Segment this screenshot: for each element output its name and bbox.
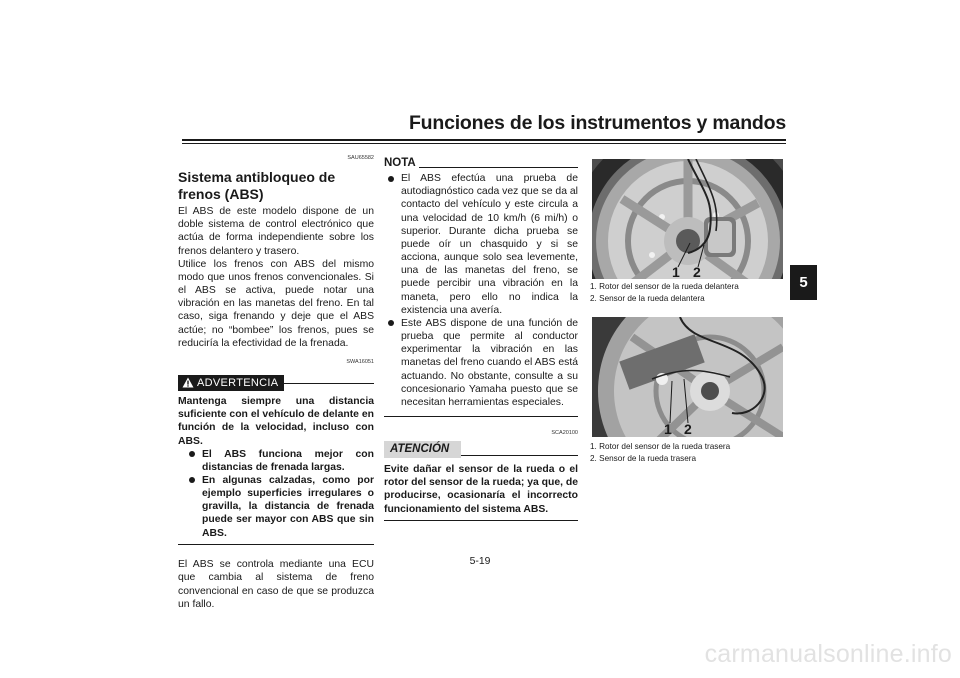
- atencion-end-rule: [384, 520, 578, 522]
- caption-item: 2. Sensor de la rueda trasera: [590, 453, 697, 463]
- figure-caption: [590, 281, 790, 304]
- section-title: Sistema antibloqueo de frenos (ABS): [178, 169, 336, 202]
- left-column: [178, 152, 374, 611]
- list-item: El ABS efectúa una prueba de autodiagnóstico cada vez que se da al contacto del vehículo y este circula a una velocidad de 10 km/h (6 mi/h) o superior. Durante dicha prueba se puede oír un chasquido y si se acciona, aunque solo sea levemente, una de las manetas del freno, se puede percibir una vibración en la maneta, pero ello no indica la existencia una avería.: [386, 172, 578, 317]
- warning-text: Mantenga siempre una distancia suficiente con el vehículo de delante en función de la velocidad, incluso con ABS.: [178, 396, 374, 447]
- chapter-title: Funciones de los instrumentos y mandos: [408, 112, 786, 134]
- callout-2: 2: [684, 421, 692, 437]
- warning-label: ADVERTENCIA: [197, 377, 279, 390]
- warning-bullet-list: [178, 448, 374, 540]
- middle-column: [384, 157, 578, 521]
- paragraph: Utilice los frenos con ABS del mismo modo que unos frenos convencionales. Si el ABS se activa, puede notar una vibración en las manetas del freno. En tal caso, siga frenando y deje que el ABS actúe; no “bombee” los frenos, pues se reduciría la efectividad de la frenada.: [178, 258, 374, 349]
- warning-rule: [284, 383, 374, 384]
- header-rule: [182, 139, 786, 141]
- paragraph: El ABS de este modelo dispone de un doble sistema de control electrónico que actúa de forma independiente sobre los frenos delantero y trasero.: [178, 206, 374, 257]
- nota-bullet-list: [384, 172, 578, 409]
- list-item: Este ABS dispone de una función de prueba que permite al conductor experimentar la vibración en las manetas del freno cuando el ABS está actuando. No obstante, consulte a su concesionario Yamaha puesto que se necesitan herramientas especiales.: [386, 317, 578, 409]
- caption-item: 1. Rotor del sensor de la rueda delantera: [590, 282, 739, 291]
- header-rule-thin: [182, 143, 786, 144]
- figure-caption: [590, 441, 790, 464]
- page-number: 5-19: [469, 556, 491, 567]
- nota-label: NOTA: [384, 157, 416, 169]
- warning-badge: [178, 375, 284, 391]
- nota-rule: [419, 167, 578, 168]
- atencion-badge: ATENCIÓN: [384, 441, 461, 458]
- callout-2: 2: [693, 264, 701, 279]
- chapter-tab: 5: [790, 265, 817, 300]
- nota-header: [384, 157, 578, 170]
- list-item: En algunas calzadas, como por ejemplo superficies irregulares o gravilla, la distancia de frenada puede ser mayor con ABS que sin ABS.: [187, 474, 374, 540]
- caption-item: 2. Sensor de la rueda delantera: [590, 293, 705, 303]
- front-wheel-photo: [592, 159, 783, 279]
- callout-1: 1: [672, 264, 680, 279]
- callout-1: 1: [664, 421, 672, 437]
- watermark: carmanualsonline.info: [704, 640, 952, 668]
- reference-code: SAU65582: [347, 155, 374, 161]
- atencion-text: Evite dañar el sensor de la rueda o el rotor del sensor de la rueda; ya que, de producirse, ocasionaría el incorrecto funcionamiento del sistema ABS.: [384, 464, 579, 515]
- atencion-header: [384, 441, 578, 458]
- paragraph: El ABS se controla mediante una ECU que cambia al sistema de freno convencional en caso de que se produzca un fallo.: [178, 559, 374, 610]
- atencion-rule: [461, 455, 578, 456]
- warning-triangle-icon: [182, 377, 194, 388]
- list-item: El ABS funciona mejor con distancias de frenada largas.: [187, 448, 374, 474]
- warning-end-rule: [178, 544, 374, 546]
- warning-header: [178, 369, 374, 391]
- reference-code: SCA20100: [551, 429, 578, 436]
- nota-end-rule: [384, 416, 578, 417]
- caption-item: 1. Rotor del sensor de la rueda trasera: [590, 442, 731, 451]
- reference-code: SWA16051: [346, 358, 374, 365]
- rear-wheel-photo: [592, 317, 783, 437]
